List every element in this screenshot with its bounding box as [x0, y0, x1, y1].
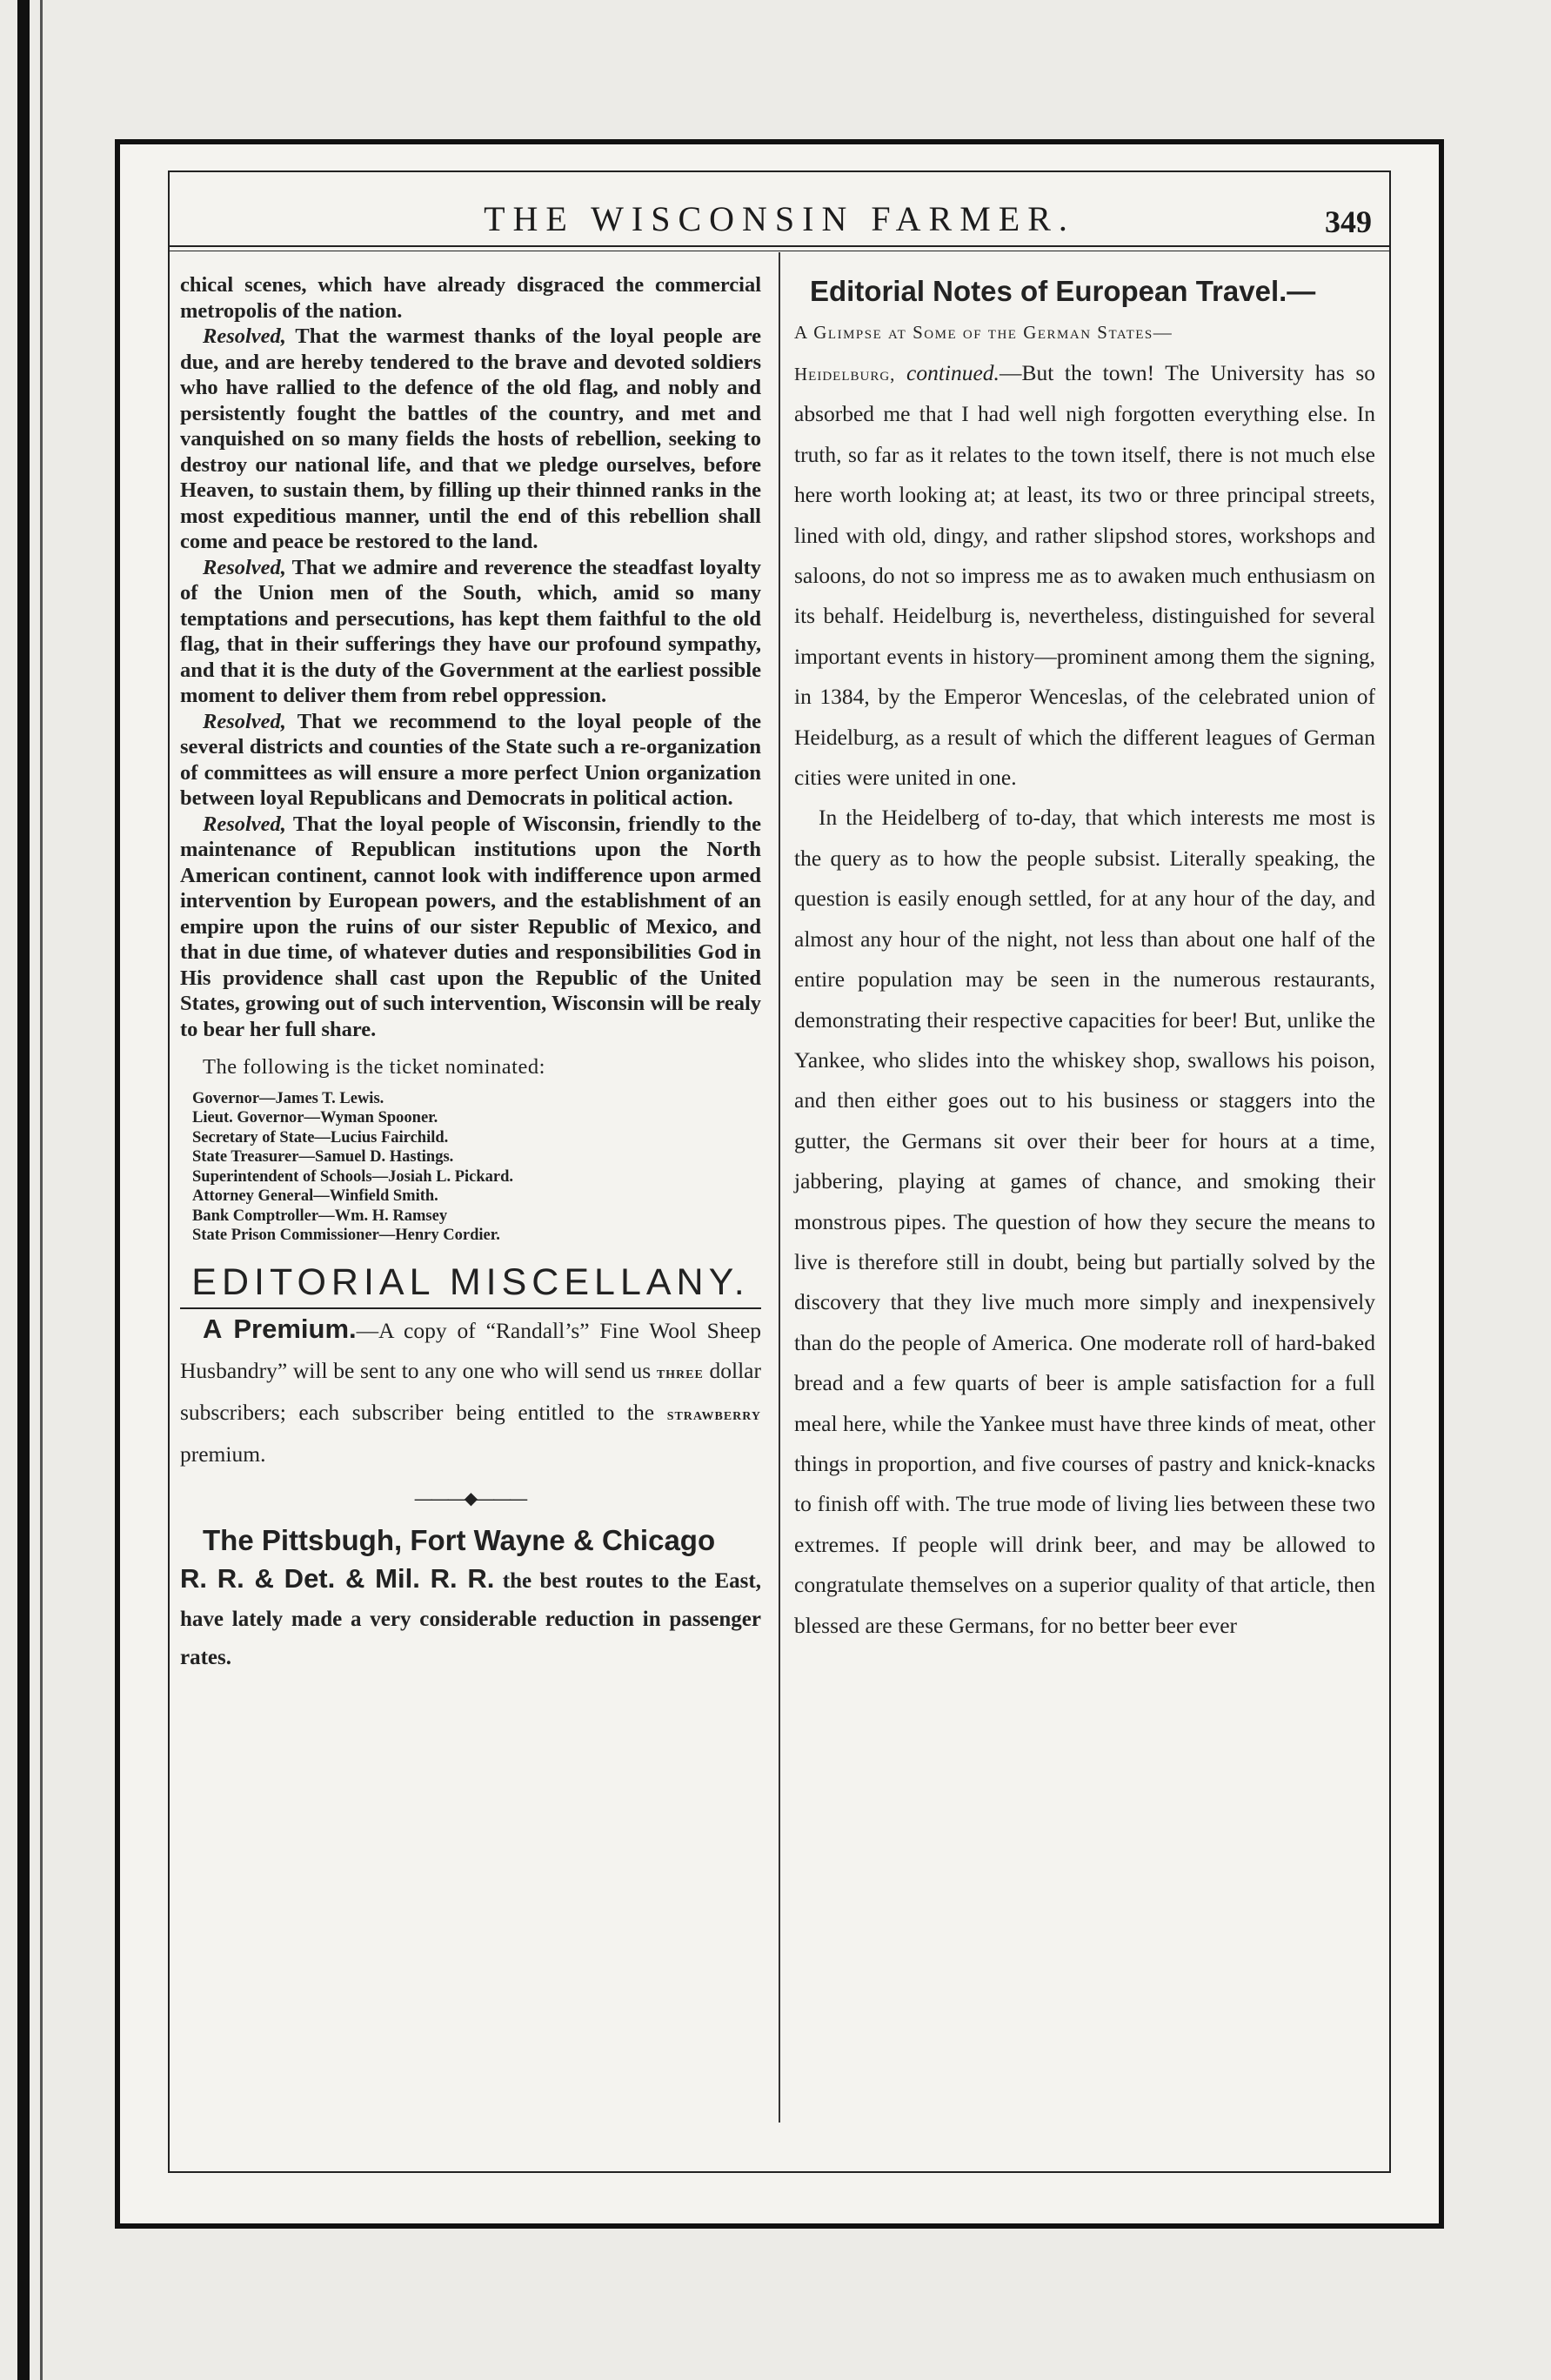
ornament-divider: ———◆———	[414, 1489, 527, 1508]
resolution-2	[180, 555, 761, 709]
resolution-1-text: That the warmest thanks of the loyal people are due, and are hereby tendered to the brave and devoted soldiers who have rallied to the defence of the old flag, and nobly and persistently fought the battles of the country, and met and vanquished on so many fields the hosts of rebellion, seeking to destroy our national life, and that we pledge ourselves, before Heaven, to sustain them, by filling up their thinned ranks in the most expeditious manner, until the end of this rebellion shall come and peace be restored to the land.	[180, 324, 761, 553]
page-frame	[115, 139, 1444, 2229]
railroad-notice	[180, 1560, 761, 1677]
editorial-miscellany-heading: EDITORIAL MISCELLANY.	[180, 1270, 761, 1310]
page-header	[170, 172, 1389, 246]
railroad-title: The Pittsbugh, Fort Wayne & Chicago	[203, 1523, 716, 1556]
paragraph-2: In the Heidelberg of to-day, that which interests me most is the query as to how the people subsist. Literally speaking, the question is easily enough settled, for at any hour of the day, and almost any hour of the night, not less than about one half of the entire population may be seen in the numerous restaurants, demonstrating their respective capacities for beer! But, unlike the Yankee, who slides into the whiskey shop, swallows his poison, and then either goes out to his business or staggers into the gutter, the Germans sit over their beer for hours at a time, jabbering, playing at games of chance, and smoking their monstrous pipes. The question of how they secure the means to live is therefore still in doubt, being but partially solved by the discovery that they live much more simply and inexpensively than do the people of America. One moderate roll of hard-baked bread and a few quarts of beer is ample satisfaction for a full meal here, while the Yankee must have three kinds of meat, other things in proportion, and five courses of pastry and knick-knacks to finish off with. The true mode of living lies between these two extremes. If people will drink beer, and may be allowed to congratulate themselves on a superior quality of that article, then blessed are these Germans, for no better beer ever	[794, 805, 1375, 1638]
header-rule	[170, 245, 1389, 247]
ticket-item: Superintendent of Schools—Josiah L. Pickard.	[192, 1167, 514, 1186]
railroad-subtitle: R. R. & Det. & Mil. R. R.	[180, 1562, 495, 1594]
resolution-1	[180, 324, 761, 555]
resolution-3	[180, 709, 761, 812]
subheading-text: A Glimpse at Some of the German States—	[794, 322, 1173, 343]
column-divider	[779, 252, 780, 2123]
resolved-label: Resolved,	[203, 324, 286, 348]
resolution-2-text: That we admire and reverence the steadfast loyalty of the Union men of the South, which, amid so many temptations and persecutions, has kept them faithful to the old flag, that in their sufferings they have our profound sympathy, and that it is the duty of the Government at the earliest possible moment to deliver them from rebel oppression.	[180, 555, 761, 707]
premium-notice	[180, 1309, 761, 1474]
ticket-item: State Prison Commissioner—Henry Cordier.	[192, 1227, 500, 1244]
binding-edge-line	[40, 0, 43, 2380]
resolved-label: Resolved,	[203, 709, 286, 733]
ticket-list	[180, 1089, 761, 1246]
ticket-item: Attorney General—Winfield Smith.	[192, 1187, 438, 1205]
railroad-text: the best routes to the East, have lately made a very considerable reduction in passenger rates.	[180, 1568, 761, 1669]
premium-text-1: —A copy of “Randall’s” Fine Wool Sheep Husbandry” will be sent to any one who will send us	[180, 1318, 761, 1383]
ticket-item: Secretary of State—Lucius Fairchild.	[192, 1128, 449, 1147]
editorial-subheading	[794, 311, 1375, 353]
premium-title: A Premium.	[203, 1314, 357, 1344]
paragraph-continued: chical scenes, which have already disgraced the commercial metropolis of the nation.	[180, 273, 761, 323]
premium-three: three	[656, 1363, 704, 1382]
right-column	[794, 272, 1375, 1646]
editorial-notes-heading: Editorial Notes of European Travel.—	[810, 275, 1316, 307]
page-number: 349	[1325, 204, 1372, 239]
ticket-intro: The following is the ticket nominated:	[203, 1055, 545, 1079]
continued-label: continued.	[906, 360, 999, 385]
place-label: Heidelburg,	[794, 364, 896, 384]
premium-strawberry: strawberry	[666, 1405, 761, 1424]
ticket-item: Bank Comptroller—Wm. H. Ramsey	[192, 1207, 448, 1225]
resolved-label: Resolved,	[203, 555, 286, 579]
resolution-4	[180, 812, 761, 1043]
left-column	[180, 272, 761, 1677]
premium-text-3: premium.	[180, 1441, 266, 1467]
ticket-item: Lieut. Governor—Wyman Spooner.	[192, 1109, 438, 1126]
ticket-item: Governor—James T. Lewis.	[192, 1089, 384, 1107]
resolution-3-text: That we recommend to the loyal people of the several districts and counties of the State such a re-organization of committees as will ensure a more perfect Union organization between loyal Republicans and Democrats in political action.	[180, 709, 762, 810]
journal-title: THE WISCONSIN FARMER.	[484, 199, 1075, 238]
paragraph-1-text: —But the town! The University has so absorbed me that I had well nigh forgotten everything else. In truth, so far as it relates to the town itself, there is not much else here worth looking at; at least, its two or three principal streets, lined with old, dingy, and rather slipshod stores, workshops and saloons, do not so impress me as to awaken much enthusiasm on its behalf. Heidelburg is, nevertheless, distinguished for several important events in history—prominent among them the signing, in 1384, by the Emperor Wenceslas, of the celebrated union of Heidelburg, as a result of which the different leagues of German cities were united in one.	[794, 360, 1375, 791]
resolution-4-text: That the loyal people of Wisconsin, friendly to the maintenance of Republican institutions upon the North American continent, cannot look with indifference upon armed intervention by European powers, and the establishment of an empire upon the ruins of our sister Republic of Mexico, and that in due time, of whatever duties and responsibilities God in His providence shall cast upon the Republic of the United States, growing out of such intervention, Wisconsin will be realy to bear her full share.	[180, 812, 761, 1041]
binding-edge	[17, 0, 30, 2380]
paragraph-heidelburg	[794, 353, 1375, 798]
resolved-label: Resolved,	[203, 812, 286, 836]
ticket-item: State Treasurer—Samuel D. Hastings.	[192, 1148, 454, 1166]
premium-text-2: dollar subscribers; each subscriber being entitled to the	[180, 1358, 761, 1425]
page-inner-frame	[168, 170, 1391, 2173]
